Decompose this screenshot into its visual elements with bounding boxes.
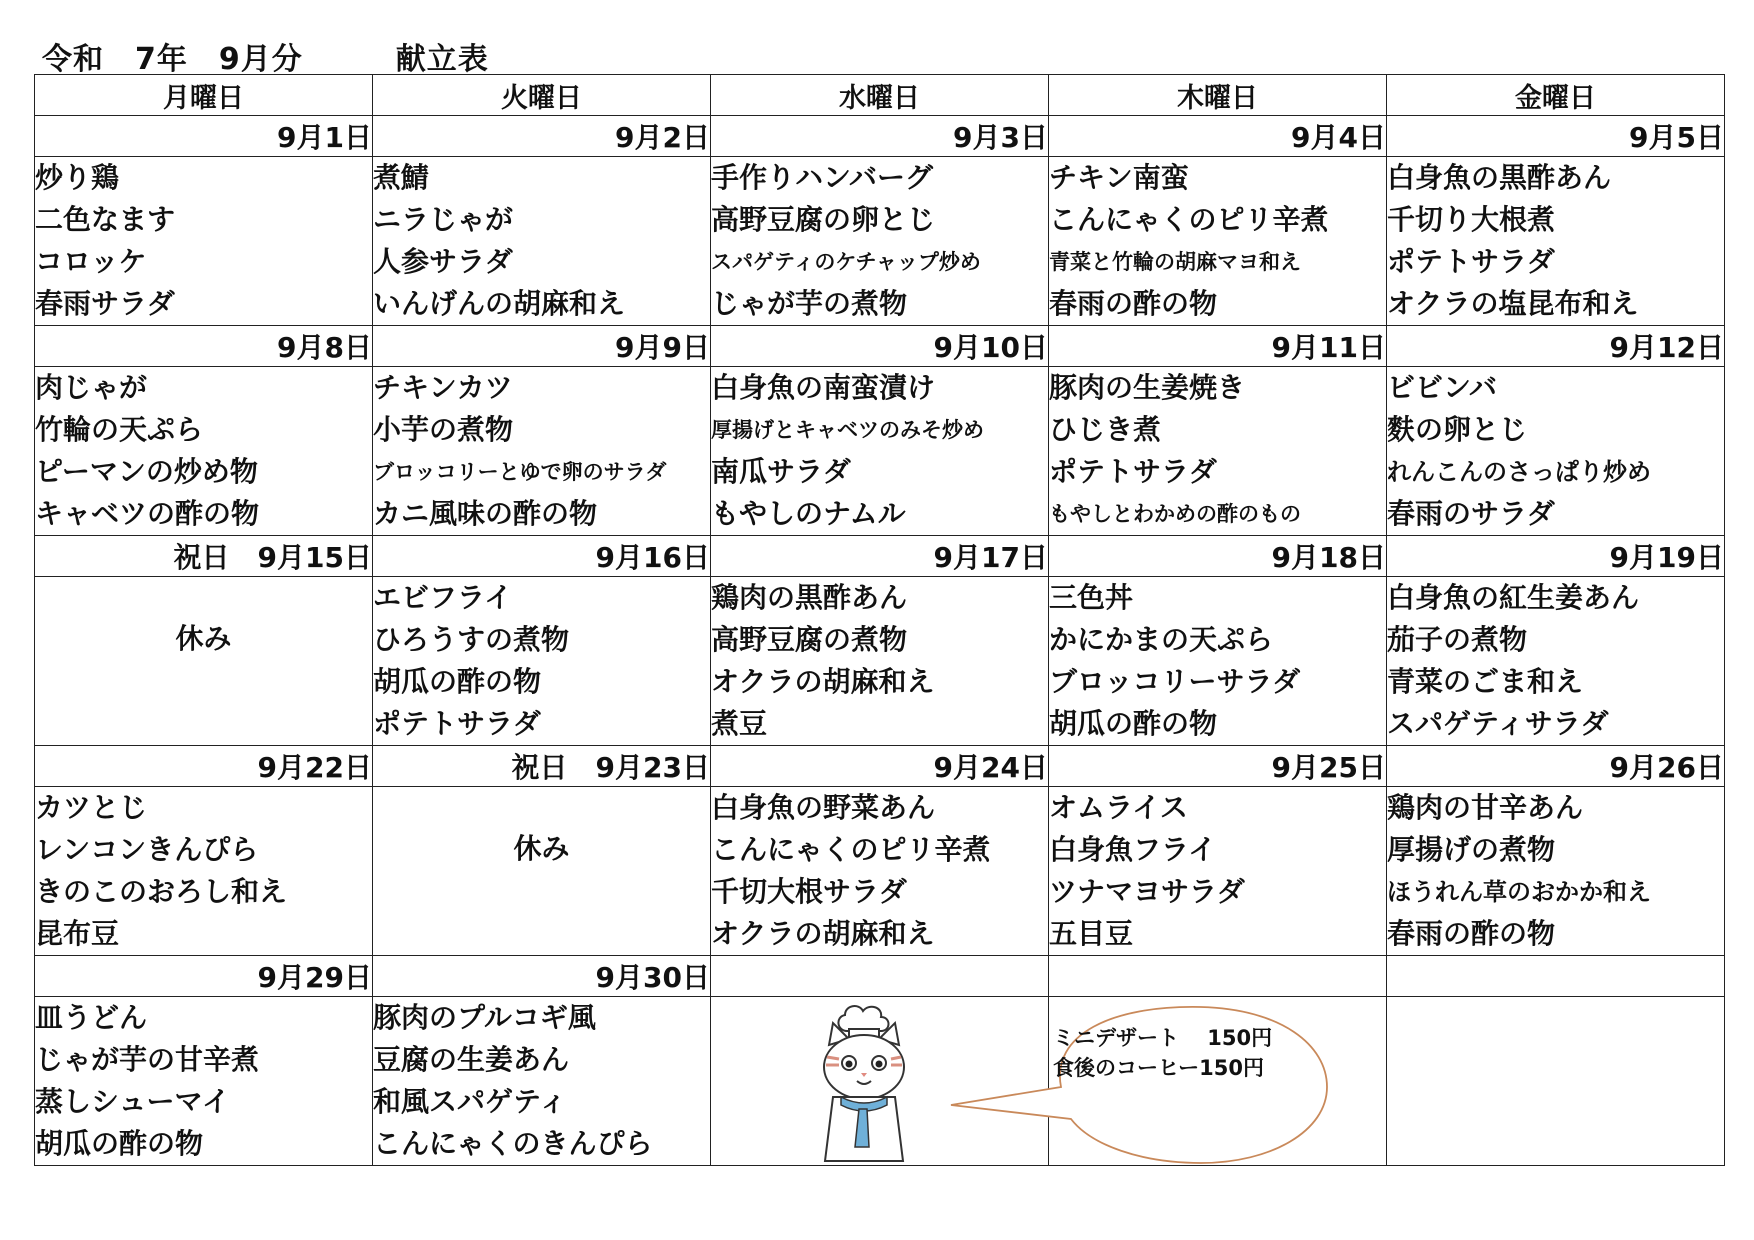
menu-table — [34, 74, 1725, 1166]
holiday-cell — [35, 577, 373, 746]
dish-item: 春雨サラダ — [35, 287, 175, 320]
date-cell: 9月11日 — [1049, 326, 1387, 367]
date-cell: 9月26日 — [1387, 746, 1725, 787]
dishes-cell — [1387, 157, 1725, 326]
empty-date-cell — [711, 956, 1049, 997]
date-row — [35, 956, 1725, 997]
dish-item: ブロッコリーサラダ — [1049, 665, 1301, 698]
dish-item: 春雨の酢の物 — [1049, 287, 1218, 320]
dish-item: 白身魚の南蛮漬け — [711, 371, 936, 404]
dish-item: ニラじゃが — [373, 203, 514, 236]
dish-item: 鶏肉の甘辛あん — [1387, 791, 1584, 824]
notice-line-coffee: 食後のコーヒー150円 — [1053, 1056, 1264, 1080]
date-cell: 9月17日 — [711, 536, 1049, 577]
dishes-cell — [711, 577, 1049, 746]
dish-item: もやしとわかめの酢のもの — [1049, 502, 1301, 526]
dishes-cell — [35, 787, 373, 956]
chef-cat-icon — [799, 1001, 929, 1166]
empty-date-cell — [1049, 956, 1387, 997]
dish-item: レンコンきんぴら — [35, 833, 259, 866]
dish-item: ほうれん草のおかか和え — [1387, 878, 1651, 906]
dish-item: キャベツの酢の物 — [35, 497, 260, 530]
date-cell: 祝日 9月15日 — [35, 536, 373, 577]
dish-item: チキンカツ — [373, 371, 513, 404]
date-cell: 9月12日 — [1387, 326, 1725, 367]
weekday-header-thu: 木曜日 — [1049, 75, 1387, 116]
weekday-header-row — [35, 75, 1725, 116]
date-cell: 9月30日 — [373, 956, 711, 997]
dish-item: コロッケ — [35, 245, 147, 278]
date-cell: 9月1日 — [35, 116, 373, 157]
dish-item: 蒸しシューマイ — [35, 1085, 230, 1118]
dish-item: 厚揚げとキャベツのみそ炒め — [711, 418, 984, 442]
dishes-cell — [1049, 577, 1387, 746]
notice-line-dessert: ミニデザート 150円 — [1053, 1026, 1273, 1050]
dish-item: オクラの胡麻和え — [711, 917, 935, 950]
dish-item: 白身魚の紅生姜あん — [1387, 581, 1640, 614]
dish-item: こんにゃくのピリ辛煮 — [1049, 203, 1329, 236]
dishes-row — [35, 787, 1725, 956]
dish-item: ツナマヨサラダ — [1049, 875, 1245, 908]
dish-item: 青菜と竹輪の胡麻マヨ和え — [1049, 250, 1301, 274]
dish-item: オクラの胡麻和え — [711, 665, 935, 698]
dishes-cell — [373, 157, 711, 326]
dish-item: 肉じゃが — [35, 371, 148, 404]
dish-item: スパゲティサラダ — [1387, 707, 1609, 740]
dishes-cell — [373, 367, 711, 536]
holiday-label: 休み — [513, 832, 570, 865]
dishes-cell — [35, 997, 373, 1166]
dishes-cell — [1049, 157, 1387, 326]
dish-item: カツとじ — [35, 791, 148, 824]
dish-item: 二色なます — [35, 203, 176, 236]
dish-item: 麩の卵とじ — [1387, 413, 1528, 446]
dish-item: ピーマンの炒め物 — [35, 455, 258, 488]
dish-item: 鶏肉の黒酢あん — [711, 581, 908, 614]
date-cell: 9月16日 — [373, 536, 711, 577]
dishes-cell — [1387, 577, 1725, 746]
dish-item: 千切大根サラダ — [711, 875, 907, 908]
dish-item: 高野豆腐の卵とじ — [711, 203, 936, 236]
dish-item: きのこのおろし和え — [35, 875, 288, 908]
dishes-cell — [711, 787, 1049, 956]
date-cell: 9月3日 — [711, 116, 1049, 157]
dish-item: スパゲティのケチャップ炒め — [711, 250, 981, 274]
date-cell: 9月9日 — [373, 326, 711, 367]
date-row — [35, 116, 1725, 157]
dishes-cell — [711, 157, 1049, 326]
weekday-header-fri: 金曜日 — [1387, 75, 1725, 116]
dish-item: カニ風味の酢の物 — [373, 497, 598, 530]
dish-item: 厚揚げの煮物 — [1387, 833, 1556, 866]
date-row — [35, 536, 1725, 577]
dish-item: 白身魚の野菜あん — [711, 791, 936, 824]
dish-item: 豆腐の生姜あん — [373, 1043, 570, 1076]
dish-item: ひろうすの煮物 — [373, 623, 570, 656]
date-cell: 9月8日 — [35, 326, 373, 367]
dish-item: 炒り鶏 — [35, 161, 120, 194]
dish-item: 手作りハンバーグ — [711, 161, 934, 194]
dish-item: 茄子の煮物 — [1387, 623, 1528, 656]
dish-item: ひじき煮 — [1049, 413, 1162, 446]
dish-item: 胡瓜の酢の物 — [1049, 707, 1218, 740]
dishes-cell — [1387, 367, 1725, 536]
dishes-cell — [1387, 787, 1725, 956]
weekday-header-tue: 火曜日 — [373, 75, 711, 116]
dishes-cell — [711, 367, 1049, 536]
dish-item: れんこんのさっぱり炒め — [1387, 458, 1651, 486]
dish-item: 和風スパゲティ — [373, 1085, 567, 1118]
dish-item: ポテトサラダ — [1049, 455, 1217, 488]
holiday-label: 休み — [175, 622, 232, 655]
date-row — [35, 746, 1725, 787]
dishes-row — [35, 577, 1725, 746]
dish-item: 胡瓜の酢の物 — [373, 665, 542, 698]
dish-item: 白身魚フライ — [1049, 833, 1217, 866]
dish-item: 南瓜サラダ — [711, 455, 851, 488]
dish-item: かにかまの天ぷら — [1049, 623, 1274, 656]
dishes-cell — [373, 577, 711, 746]
dish-item: 皿うどん — [35, 1001, 148, 1034]
page-title: 令和 7年 9月分 献立表 — [42, 42, 489, 77]
dish-item: 高野豆腐の煮物 — [711, 623, 908, 656]
date-cell: 9月18日 — [1049, 536, 1387, 577]
dish-item: 昆布豆 — [35, 917, 120, 950]
dish-item: 五目豆 — [1049, 917, 1134, 950]
dishes-cell — [1049, 787, 1387, 956]
dish-item: 豚肉のプルコギ風 — [373, 1001, 596, 1034]
dishes-cell — [1049, 367, 1387, 536]
dish-item: 胡瓜の酢の物 — [35, 1127, 204, 1160]
dish-item: エビフライ — [373, 581, 513, 614]
dishes-cell — [373, 997, 711, 1166]
dish-item: じゃが芋の甘辛煮 — [35, 1043, 260, 1076]
date-row — [35, 326, 1725, 367]
date-cell: 9月25日 — [1049, 746, 1387, 787]
dish-item: いんげんの胡麻和え — [373, 287, 626, 320]
notice-text — [1053, 1023, 1272, 1083]
notice-cell — [711, 997, 1273, 1166]
dish-item: 竹輪の天ぷら — [35, 413, 204, 446]
dish-item: オクラの塩昆布和え — [1387, 287, 1639, 320]
dish-item: 青菜のごま和え — [1387, 665, 1584, 698]
dish-item: 煮豆 — [711, 707, 768, 740]
date-cell: 9月4日 — [1049, 116, 1387, 157]
dish-item: チキン南蛮 — [1049, 161, 1189, 194]
dishes-cell — [35, 367, 373, 536]
dish-item: こんにゃくのきんぴら — [373, 1127, 653, 1160]
empty-cell — [1387, 997, 1725, 1166]
dish-item: 煮鯖 — [373, 161, 430, 194]
dish-item: 白身魚の黒酢あん — [1387, 161, 1612, 194]
dish-item: ポテトサラダ — [373, 707, 541, 740]
date-cell: 9月10日 — [711, 326, 1049, 367]
date-cell: 9月2日 — [373, 116, 711, 157]
date-cell: 9月22日 — [35, 746, 373, 787]
dishes-row — [35, 367, 1725, 536]
dish-item: ブロッコリーとゆで卵のサラダ — [373, 460, 667, 484]
date-cell: 祝日 9月23日 — [373, 746, 711, 787]
dish-item: 豚肉の生姜焼き — [1049, 371, 1246, 404]
dish-item: 春雨のサラダ — [1387, 497, 1555, 530]
date-cell: 9月29日 — [35, 956, 373, 997]
date-cell: 9月5日 — [1387, 116, 1725, 157]
dishes-row — [35, 997, 1725, 1166]
dish-item: 三色丼 — [1049, 581, 1134, 614]
dish-item: もやしのナムル — [711, 497, 906, 530]
dish-item: ポテトサラダ — [1387, 245, 1555, 278]
dish-item: 小芋の煮物 — [373, 413, 514, 446]
dish-item: オムライス — [1049, 791, 1188, 824]
holiday-cell — [373, 787, 711, 956]
dish-item: 千切り大根煮 — [1387, 203, 1556, 236]
empty-date-cell — [1387, 956, 1725, 997]
weekday-header-mon: 月曜日 — [35, 75, 373, 116]
date-cell: 9月19日 — [1387, 536, 1725, 577]
dish-item: 人参サラダ — [373, 245, 513, 278]
date-cell: 9月24日 — [711, 746, 1049, 787]
dishes-cell — [35, 157, 373, 326]
dish-item: じゃが芋の煮物 — [711, 287, 908, 320]
dish-item: 春雨の酢の物 — [1387, 917, 1556, 950]
dish-item: こんにゃくのピリ辛煮 — [711, 833, 991, 866]
weekday-header-wed: 水曜日 — [711, 75, 1049, 116]
dishes-row — [35, 157, 1725, 326]
dish-item: ビビンバ — [1387, 371, 1498, 404]
